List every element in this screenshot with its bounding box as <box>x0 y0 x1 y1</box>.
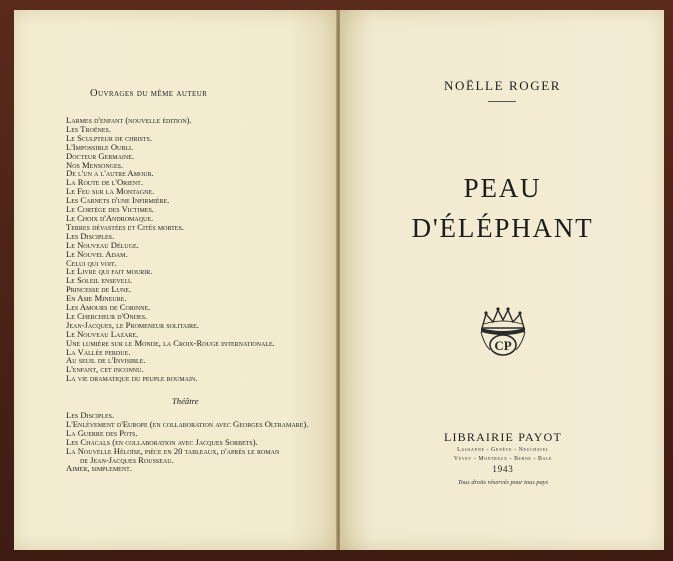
theatre-title-line: La Guerre des Pots. <box>66 427 138 438</box>
theatre-heading: Théâtre <box>172 396 199 406</box>
work-title: Le Nouveau Déluge. <box>66 239 139 250</box>
theatre-title <box>66 464 314 473</box>
cities-line-1: Lausanne - Genève - Neuchatel <box>457 447 549 453</box>
work-title: Une lumière sur le Monde, la Croix-Rouge internationale. <box>66 337 275 348</box>
title-line-1: PEAU <box>463 173 542 203</box>
work-title: En Asie Mineure. <box>66 293 127 304</box>
theatre-list <box>66 411 314 473</box>
work-title: Les Carnets d'une Infirmière. <box>66 195 170 206</box>
work-title: Le Nouveau Lazare. <box>66 328 139 339</box>
author-divider <box>488 101 516 102</box>
work-title: Le Livre qui fait mourir. <box>66 266 153 277</box>
work-title: Le Chercheur d'Ondes. <box>66 310 148 321</box>
works-heading: Ouvrages du même auteur <box>90 88 208 99</box>
work-title: Le Sculpteur de christs. <box>66 132 152 143</box>
work-title: Les Disciples. <box>66 230 115 241</box>
theatre-title-line: L'Enlèvement d'Europe (en collaboration avec Georges Oltramare). <box>66 418 309 429</box>
cities-line-2: Vevey - Montreux - Berne - Bale <box>453 455 553 462</box>
work-title: La vie dramatique du peuple roumain. <box>66 373 198 384</box>
theatre-title-continuation: de Jean-Jacques Rousseau. <box>80 454 174 465</box>
work-title: Terres dévastées et Cités mortes. <box>66 221 184 232</box>
theatre-title-line: Aimer, simplement. <box>66 463 132 474</box>
work-title: Nos Mensonges. <box>66 159 124 170</box>
work-title: Le Soleil enseveli. <box>66 275 133 286</box>
publisher-name: LIBRAIRIE PAYOT <box>443 430 563 444</box>
publisher-crown-logo-icon <box>476 304 530 358</box>
work-title: L'Impossible Oubli. <box>66 141 134 152</box>
logo-letters: CP <box>494 338 512 353</box>
work-title: La Route de l'Orient. <box>66 177 143 188</box>
title-line-2: D'ÉLÉPHANT <box>411 213 594 243</box>
theatre-title-line: Les Chacals (en collaboration avec Jacques Sorbets). <box>66 436 258 447</box>
work-title: Les Troënes. <box>66 123 111 134</box>
publication-year: 1943 <box>492 464 514 474</box>
work-title: Larmes d'enfant (nouvelle édition). <box>66 115 192 125</box>
work-title: Le Feu sur la Montagne. <box>66 186 155 197</box>
work-title: Docteur Germaine. <box>66 150 135 161</box>
work-title: Au seuil de l'Invisible. <box>66 355 146 366</box>
theatre-title-line: Les Disciples. <box>66 410 115 420</box>
works-list <box>66 116 316 383</box>
theatre-title-line: La Nouvelle Héloïse, pièce en 20 tableaux, d'après le roman <box>66 445 280 456</box>
work-title: De l'un a l'autre Amour. <box>66 168 154 179</box>
work-title: Celui qui voit. <box>66 257 117 268</box>
publisher-cities <box>430 446 576 463</box>
work-title: Le Cortège des Victimes. <box>66 204 154 215</box>
book-title <box>380 168 625 248</box>
work-title: La Vallée perdue. <box>66 346 131 357</box>
work-title: Le Choix d'Andromaque. <box>66 212 154 223</box>
rights-notice: Tous droits réservés pour tous pays <box>457 479 549 486</box>
work-title: Les Amours de Corinne. <box>66 302 151 313</box>
work-title: Le Nouvel Adam. <box>66 248 128 259</box>
work-title: Princesse de Lune. <box>66 284 132 295</box>
work-title: L'enfant, cet inconnu. <box>66 364 144 375</box>
author-name: NOËLLE ROGER <box>443 78 562 93</box>
work-title: Jean-Jacques, le Promeneur solitaire. <box>66 319 199 330</box>
theatre-title <box>66 447 314 465</box>
